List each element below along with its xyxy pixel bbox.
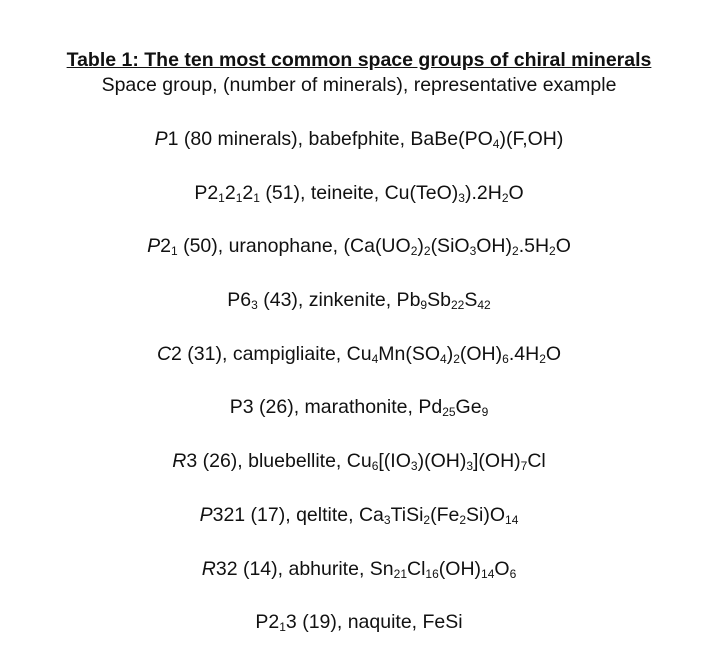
- text-segment: P2: [194, 181, 219, 204]
- text-segment: 2: [242, 181, 254, 204]
- subscript: 22: [450, 298, 465, 313]
- subscript: 2: [549, 244, 556, 259]
- text-segment: 2: [224, 181, 236, 204]
- italic-text: R: [201, 557, 216, 580]
- italic-text: C: [156, 342, 172, 365]
- text-segment: ): [417, 235, 424, 258]
- list-item: [0, 502, 718, 556]
- text-segment: (26), bluebellite, Cu: [197, 450, 372, 473]
- text-segment: 2: [171, 342, 182, 365]
- text-segment: P3: [229, 396, 254, 419]
- italic-text: P: [154, 128, 168, 150]
- subscript: 1: [235, 190, 243, 205]
- text-segment: (43), zinkenite, Pb: [257, 289, 421, 312]
- subscript: 1: [170, 244, 178, 259]
- table-subtitle: Space group, (number of minerals), representative example: [101, 74, 617, 96]
- mineral-example: [260, 182, 524, 204]
- text-segment: (OH): [438, 557, 482, 580]
- text-segment: .4H: [508, 342, 540, 365]
- text-segment: 32: [215, 557, 238, 580]
- subscript: 9: [420, 298, 428, 313]
- list-item: [0, 556, 718, 610]
- text-segment: Cl: [527, 450, 546, 473]
- text-segment: [(IO: [378, 450, 411, 473]
- subscript: 3: [466, 459, 473, 474]
- text-segment: 3: [186, 450, 198, 473]
- text-segment: )(F,OH): [499, 128, 564, 150]
- subscript: 2: [410, 244, 418, 259]
- text-segment: .5H: [518, 235, 550, 258]
- space-group-symbol: [227, 289, 258, 311]
- subscript: 16: [425, 566, 439, 581]
- list-item: [0, 341, 718, 395]
- list-item: [0, 126, 718, 180]
- text-segment: (80 minerals), babefphite, BaBe(PO: [178, 128, 493, 150]
- text-segment: (50), uranophane, (Ca(UO: [177, 235, 411, 258]
- text-segment: Sb: [427, 289, 451, 312]
- space-group-symbol: [200, 504, 246, 526]
- subscript: 2: [423, 512, 431, 527]
- text-segment: ).2H: [464, 181, 502, 204]
- space-group-symbol: [155, 128, 179, 150]
- subscript: 7: [520, 459, 528, 474]
- subscript: 4: [492, 137, 500, 151]
- subscript: 3: [469, 244, 477, 259]
- subscript: 6: [371, 459, 379, 474]
- list-item: [0, 233, 718, 287]
- text-segment: S: [464, 289, 478, 312]
- text-segment: (19), naquite, FeSi: [296, 611, 463, 634]
- text-segment: O: [508, 181, 524, 204]
- text-segment: P2: [255, 611, 280, 634]
- text-segment: 3: [285, 611, 297, 634]
- subscript: 14: [505, 512, 519, 527]
- text-segment: OH): [476, 235, 512, 258]
- mineral-example: [182, 343, 561, 365]
- subscript: 42: [477, 298, 491, 313]
- text-segment: (14), abhurite, Sn: [237, 557, 394, 580]
- mineral-example: [297, 611, 463, 633]
- text-segment: (31), campigliaite, Cu: [181, 342, 372, 365]
- text-segment: O: [494, 557, 510, 580]
- subscript: 1: [218, 190, 225, 205]
- subscript: 14: [481, 566, 495, 581]
- text-segment: ): [446, 342, 454, 365]
- text-segment: Ge: [455, 396, 482, 419]
- subscript: 3: [458, 190, 465, 205]
- subscript: 9: [481, 405, 489, 420]
- text-segment: TiSi: [390, 503, 424, 526]
- subscript: 2: [453, 351, 460, 366]
- italic-text: R: [172, 450, 187, 473]
- subscript: 2: [501, 190, 509, 205]
- list-item: [0, 448, 718, 502]
- text-segment: 1: [167, 128, 179, 150]
- text-segment: (SiO: [430, 235, 470, 258]
- space-group-symbol: [194, 182, 260, 204]
- italic-text: P: [199, 503, 213, 526]
- text-segment: (Fe: [430, 503, 460, 526]
- italic-text: P: [147, 235, 161, 258]
- text-segment: P6: [227, 289, 252, 312]
- mineral-example: [178, 235, 571, 257]
- list-item: [0, 394, 718, 448]
- text-segment: Mn(SO: [378, 342, 441, 365]
- text-segment: (51), teineite, Cu(TeO): [259, 181, 459, 204]
- subscript: 2: [459, 512, 467, 527]
- table-title: Table 1: The ten most common space groups of chiral minerals: [66, 49, 652, 71]
- subscript: 3: [383, 512, 391, 527]
- text-segment: (OH): [459, 342, 503, 365]
- subscript: 3: [251, 298, 258, 313]
- space-group-symbol: [230, 396, 254, 418]
- space-group-symbol: [147, 235, 178, 257]
- text-segment: )(OH): [417, 450, 467, 473]
- text-segment: Cl: [407, 557, 426, 580]
- subscript: 2: [512, 244, 519, 259]
- space-group-symbol: [202, 558, 238, 580]
- text-segment: 321: [212, 503, 246, 526]
- subscript: 4: [371, 351, 379, 366]
- text-segment: O: [545, 342, 562, 365]
- space-group-symbol: [172, 450, 197, 472]
- subscript: 1: [279, 620, 286, 635]
- subscript: 4: [440, 351, 447, 366]
- list-item: [0, 180, 718, 234]
- subscript: 6: [509, 566, 517, 581]
- subscript: 6: [502, 351, 509, 366]
- subscript: 1: [253, 190, 260, 205]
- subscript: 25: [442, 405, 456, 420]
- mineral-example: [245, 504, 518, 526]
- mineral-example: [178, 128, 563, 150]
- text-segment: Si)O: [466, 503, 506, 526]
- text-segment: 2: [160, 235, 171, 258]
- subscript: 2: [423, 244, 431, 259]
- subscript: 21: [393, 566, 407, 581]
- mineral-example: [258, 289, 491, 311]
- subscript: 2: [539, 351, 546, 366]
- text-segment: (17), qeltite, Ca: [245, 503, 384, 526]
- text-segment: O: [555, 235, 571, 258]
- mineral-example: [254, 396, 489, 418]
- space-group-symbol: [157, 343, 182, 365]
- list-item: [0, 609, 718, 663]
- text-segment: ](OH): [473, 450, 521, 473]
- space-group-symbol: [255, 611, 296, 633]
- subscript: 3: [410, 459, 418, 474]
- list-item: [0, 287, 718, 341]
- mineral-example: [197, 450, 546, 472]
- mineral-example: [238, 558, 517, 580]
- text-segment: (26), marathonite, Pd: [253, 396, 443, 419]
- space-group-list: [0, 126, 718, 663]
- document-page: [0, 48, 718, 663]
